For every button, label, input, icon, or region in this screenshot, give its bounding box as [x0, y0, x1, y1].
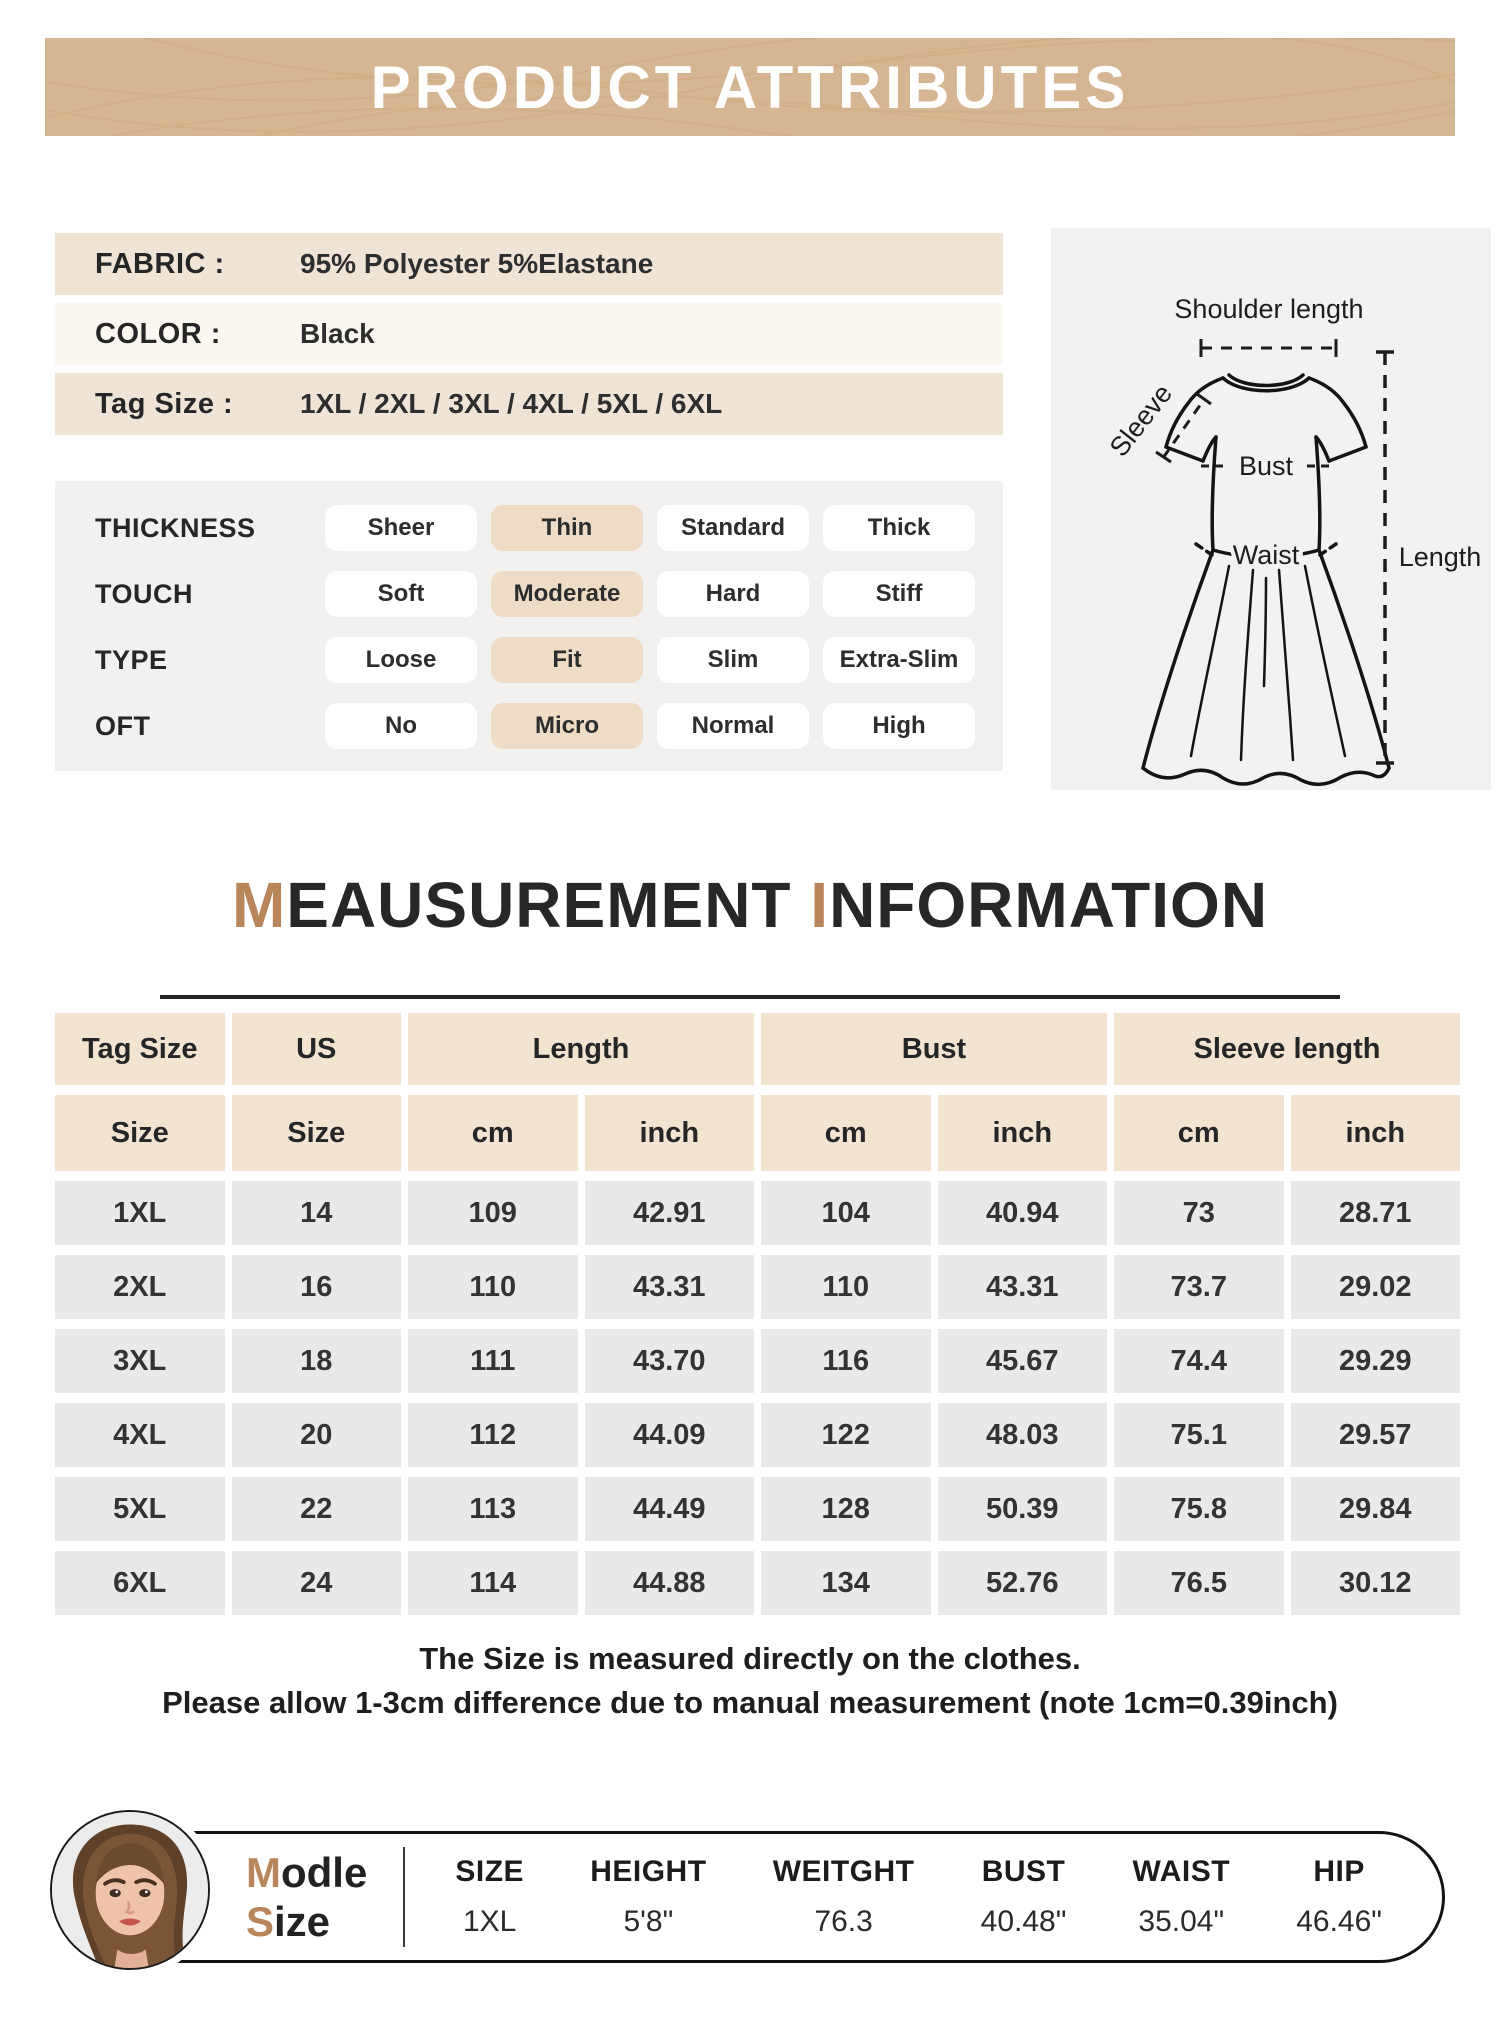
table-cell: 20 — [232, 1403, 402, 1467]
waist-label: Waist — [1232, 540, 1300, 570]
subheader-length-cm: cm — [408, 1095, 578, 1171]
table-cell: 110 — [761, 1255, 931, 1319]
subheader-length-inch: inch — [585, 1095, 755, 1171]
table-cell: 43.31 — [938, 1255, 1108, 1319]
model-stat — [1296, 1855, 1382, 1939]
option-pill-loose[interactable]: Loose — [325, 637, 477, 683]
bust-label: Bust — [1238, 451, 1294, 481]
tag-size-row — [55, 373, 1003, 435]
table-cell: 50.39 — [938, 1477, 1108, 1541]
name-rest-1: odle — [281, 1848, 368, 1896]
table-cell: 110 — [408, 1255, 578, 1319]
table-cell: 29.84 — [1291, 1477, 1461, 1541]
fabric-row — [55, 233, 1003, 295]
dress-measurement-diagram — [1051, 228, 1491, 790]
table-cell: 116 — [761, 1329, 931, 1393]
attribute-options — [325, 703, 975, 749]
option-pill-thick[interactable]: Thick — [823, 505, 975, 551]
color-row — [55, 303, 1003, 365]
model-stat — [1133, 1855, 1231, 1939]
fabric-value: 95% Polyester 5%Elastane — [300, 248, 654, 279]
table-cell: 73 — [1114, 1181, 1284, 1245]
table-cell: 30.12 — [1291, 1551, 1461, 1615]
option-pill-extra-slim[interactable]: Extra-Slim — [823, 637, 975, 683]
option-pill-fit[interactable]: Fit — [491, 637, 643, 683]
table-cell: 52.76 — [938, 1551, 1108, 1615]
title-accent-i: I — [810, 869, 830, 941]
table-cell: 29.02 — [1291, 1255, 1461, 1319]
page-title: PRODUCT ATTRIBUTES — [370, 53, 1130, 121]
table-cell: 43.70 — [585, 1329, 755, 1393]
col-header-length: Length — [408, 1013, 754, 1085]
attribute-matrix-row — [95, 571, 975, 617]
col-header-sleeve-length: Sleeve length — [1114, 1013, 1460, 1085]
attribute-label: TYPE — [95, 644, 168, 675]
attribute-options — [325, 571, 975, 617]
table-cell: 75.8 — [1114, 1477, 1284, 1541]
note-line-1: The Size is measured directly on the clothes. — [419, 1641, 1081, 1677]
table-cell: 14 — [232, 1181, 402, 1245]
attributes-section — [55, 228, 1485, 790]
table-cell: 29.29 — [1291, 1329, 1461, 1393]
option-pill-standard[interactable]: Standard — [657, 505, 809, 551]
tag-size-label: Tag Size : — [95, 387, 234, 420]
table-cell: 76.5 — [1114, 1551, 1284, 1615]
table-row-size: 1XL — [55, 1181, 225, 1245]
name-rest-2: ize — [274, 1898, 331, 1946]
table-cell: 24 — [232, 1551, 402, 1615]
attribute-label: THICKNESS — [95, 512, 256, 543]
option-pill-micro[interactable]: Micro — [491, 703, 643, 749]
table-cell: 42.91 — [585, 1181, 755, 1245]
table-cell: 112 — [408, 1403, 578, 1467]
option-pill-sheer[interactable]: Sheer — [325, 505, 477, 551]
table-cell: 73.7 — [1114, 1255, 1284, 1319]
option-pill-thin[interactable]: Thin — [491, 505, 643, 551]
col-header-tag-size: Tag Size — [55, 1013, 225, 1085]
title-rest-2: NFORMATION — [829, 869, 1269, 941]
model-stat — [455, 1855, 524, 1939]
model-portrait — [52, 1812, 208, 1968]
specs-column — [55, 228, 1003, 790]
table-cell: 48.03 — [938, 1403, 1108, 1467]
table-cell: 29.57 — [1291, 1403, 1461, 1467]
table-cell: 45.67 — [938, 1329, 1108, 1393]
model-stat-value: 1XL — [462, 1905, 517, 1939]
model-size-heading — [246, 1848, 367, 1947]
dress-sketch — [1051, 228, 1491, 790]
option-pill-hard[interactable]: Hard — [657, 571, 809, 617]
color-label: COLOR : — [95, 317, 221, 350]
subheader-bust-cm: cm — [761, 1095, 931, 1171]
col-header-bust: Bust — [761, 1013, 1107, 1085]
table-cell: 122 — [761, 1403, 931, 1467]
model-stat-value: 35.04" — [1138, 1905, 1225, 1939]
size-table — [55, 1013, 1460, 1615]
model-stats — [405, 1855, 1442, 1939]
option-pill-no[interactable]: No — [325, 703, 477, 749]
title-underline — [160, 995, 1340, 999]
option-pill-slim[interactable]: Slim — [657, 637, 809, 683]
attribute-options — [325, 505, 975, 551]
table-cell: 104 — [761, 1181, 931, 1245]
title-rest-1: EAUSUREMENT — [286, 869, 811, 941]
table-row-size: 3XL — [55, 1329, 225, 1393]
length-label: Length — [1398, 542, 1482, 572]
subheader-sleeve-inch: inch — [1291, 1095, 1461, 1171]
note-line-2: Please allow 1-3cm difference due to manual measurement (note 1cm=0.39inch) — [162, 1685, 1338, 1721]
table-row-size: 6XL — [55, 1551, 225, 1615]
model-size-box — [55, 1831, 1445, 1963]
option-pill-high[interactable]: High — [823, 703, 975, 749]
measurement-title — [0, 868, 1500, 942]
attribute-matrix-row — [95, 505, 975, 551]
attribute-matrix-row — [95, 703, 975, 749]
model-stat — [981, 1855, 1067, 1939]
table-cell: 44.09 — [585, 1403, 755, 1467]
shoulder-length-label: Shoulder length — [1174, 294, 1364, 324]
model-stat-label: WAIST — [1132, 1855, 1231, 1889]
table-cell: 134 — [761, 1551, 931, 1615]
model-stat-value: 40.48" — [980, 1905, 1067, 1939]
table-cell: 74.4 — [1114, 1329, 1284, 1393]
subheader-sleeve-cm: cm — [1114, 1095, 1284, 1171]
table-cell: 75.1 — [1114, 1403, 1284, 1467]
col-header-us: US — [232, 1013, 402, 1085]
sleeve-label: Sleeve — [1103, 378, 1179, 463]
table-cell: 16 — [232, 1255, 402, 1319]
attribute-matrix — [55, 481, 1003, 771]
subheader-size-2: Size — [232, 1095, 402, 1171]
option-pill-normal[interactable]: Normal — [657, 703, 809, 749]
attribute-options — [325, 637, 975, 683]
option-pill-moderate[interactable]: Moderate — [491, 571, 643, 617]
table-cell: 109 — [408, 1181, 578, 1245]
table-cell: 113 — [408, 1477, 578, 1541]
attribute-matrix-row — [95, 637, 975, 683]
model-stat-value: 5'8" — [623, 1905, 674, 1939]
table-cell: 114 — [408, 1551, 578, 1615]
model-stat-value: 46.46" — [1296, 1905, 1382, 1939]
model-stat-label: BUST — [981, 1855, 1066, 1889]
tag-size-value: 1XL / 2XL / 3XL / 4XL / 5XL / 6XL — [300, 388, 723, 419]
table-cell: 18 — [232, 1329, 402, 1393]
model-stat-value: 76.3 — [814, 1905, 873, 1939]
table-cell: 44.49 — [585, 1477, 755, 1541]
header-banner — [45, 38, 1455, 136]
title-accent-m: M — [231, 869, 287, 941]
model-photo — [50, 1810, 210, 1970]
option-pill-soft[interactable]: Soft — [325, 571, 477, 617]
table-row-size: 4XL — [55, 1403, 225, 1467]
table-cell: 43.31 — [585, 1255, 755, 1319]
option-pill-stiff[interactable]: Stiff — [823, 571, 975, 617]
name-accent-m: M — [246, 1848, 281, 1896]
table-cell: 40.94 — [938, 1181, 1108, 1245]
model-stat — [590, 1855, 706, 1939]
model-stat — [773, 1855, 915, 1939]
table-row-size: 5XL — [55, 1477, 225, 1541]
model-stat-label: WEITGHT — [772, 1855, 915, 1889]
model-stat-label: HEIGHT — [590, 1855, 707, 1889]
table-cell: 128 — [761, 1477, 931, 1541]
attribute-label: OFT — [95, 710, 151, 741]
subheader-size-1: Size — [55, 1095, 225, 1171]
model-stat-label: HIP — [1313, 1855, 1365, 1889]
table-row-size: 2XL — [55, 1255, 225, 1319]
table-cell: 22 — [232, 1477, 402, 1541]
table-cell: 111 — [408, 1329, 578, 1393]
color-value: Black — [300, 318, 375, 349]
attribute-label: TOUCH — [95, 578, 194, 609]
subheader-bust-inch: inch — [938, 1095, 1108, 1171]
model-stat-label: SIZE — [455, 1855, 525, 1889]
table-cell: 28.71 — [1291, 1181, 1461, 1245]
table-cell: 44.88 — [585, 1551, 755, 1615]
name-accent-s: S — [246, 1898, 275, 1946]
fabric-label: FABRIC : — [95, 247, 225, 280]
